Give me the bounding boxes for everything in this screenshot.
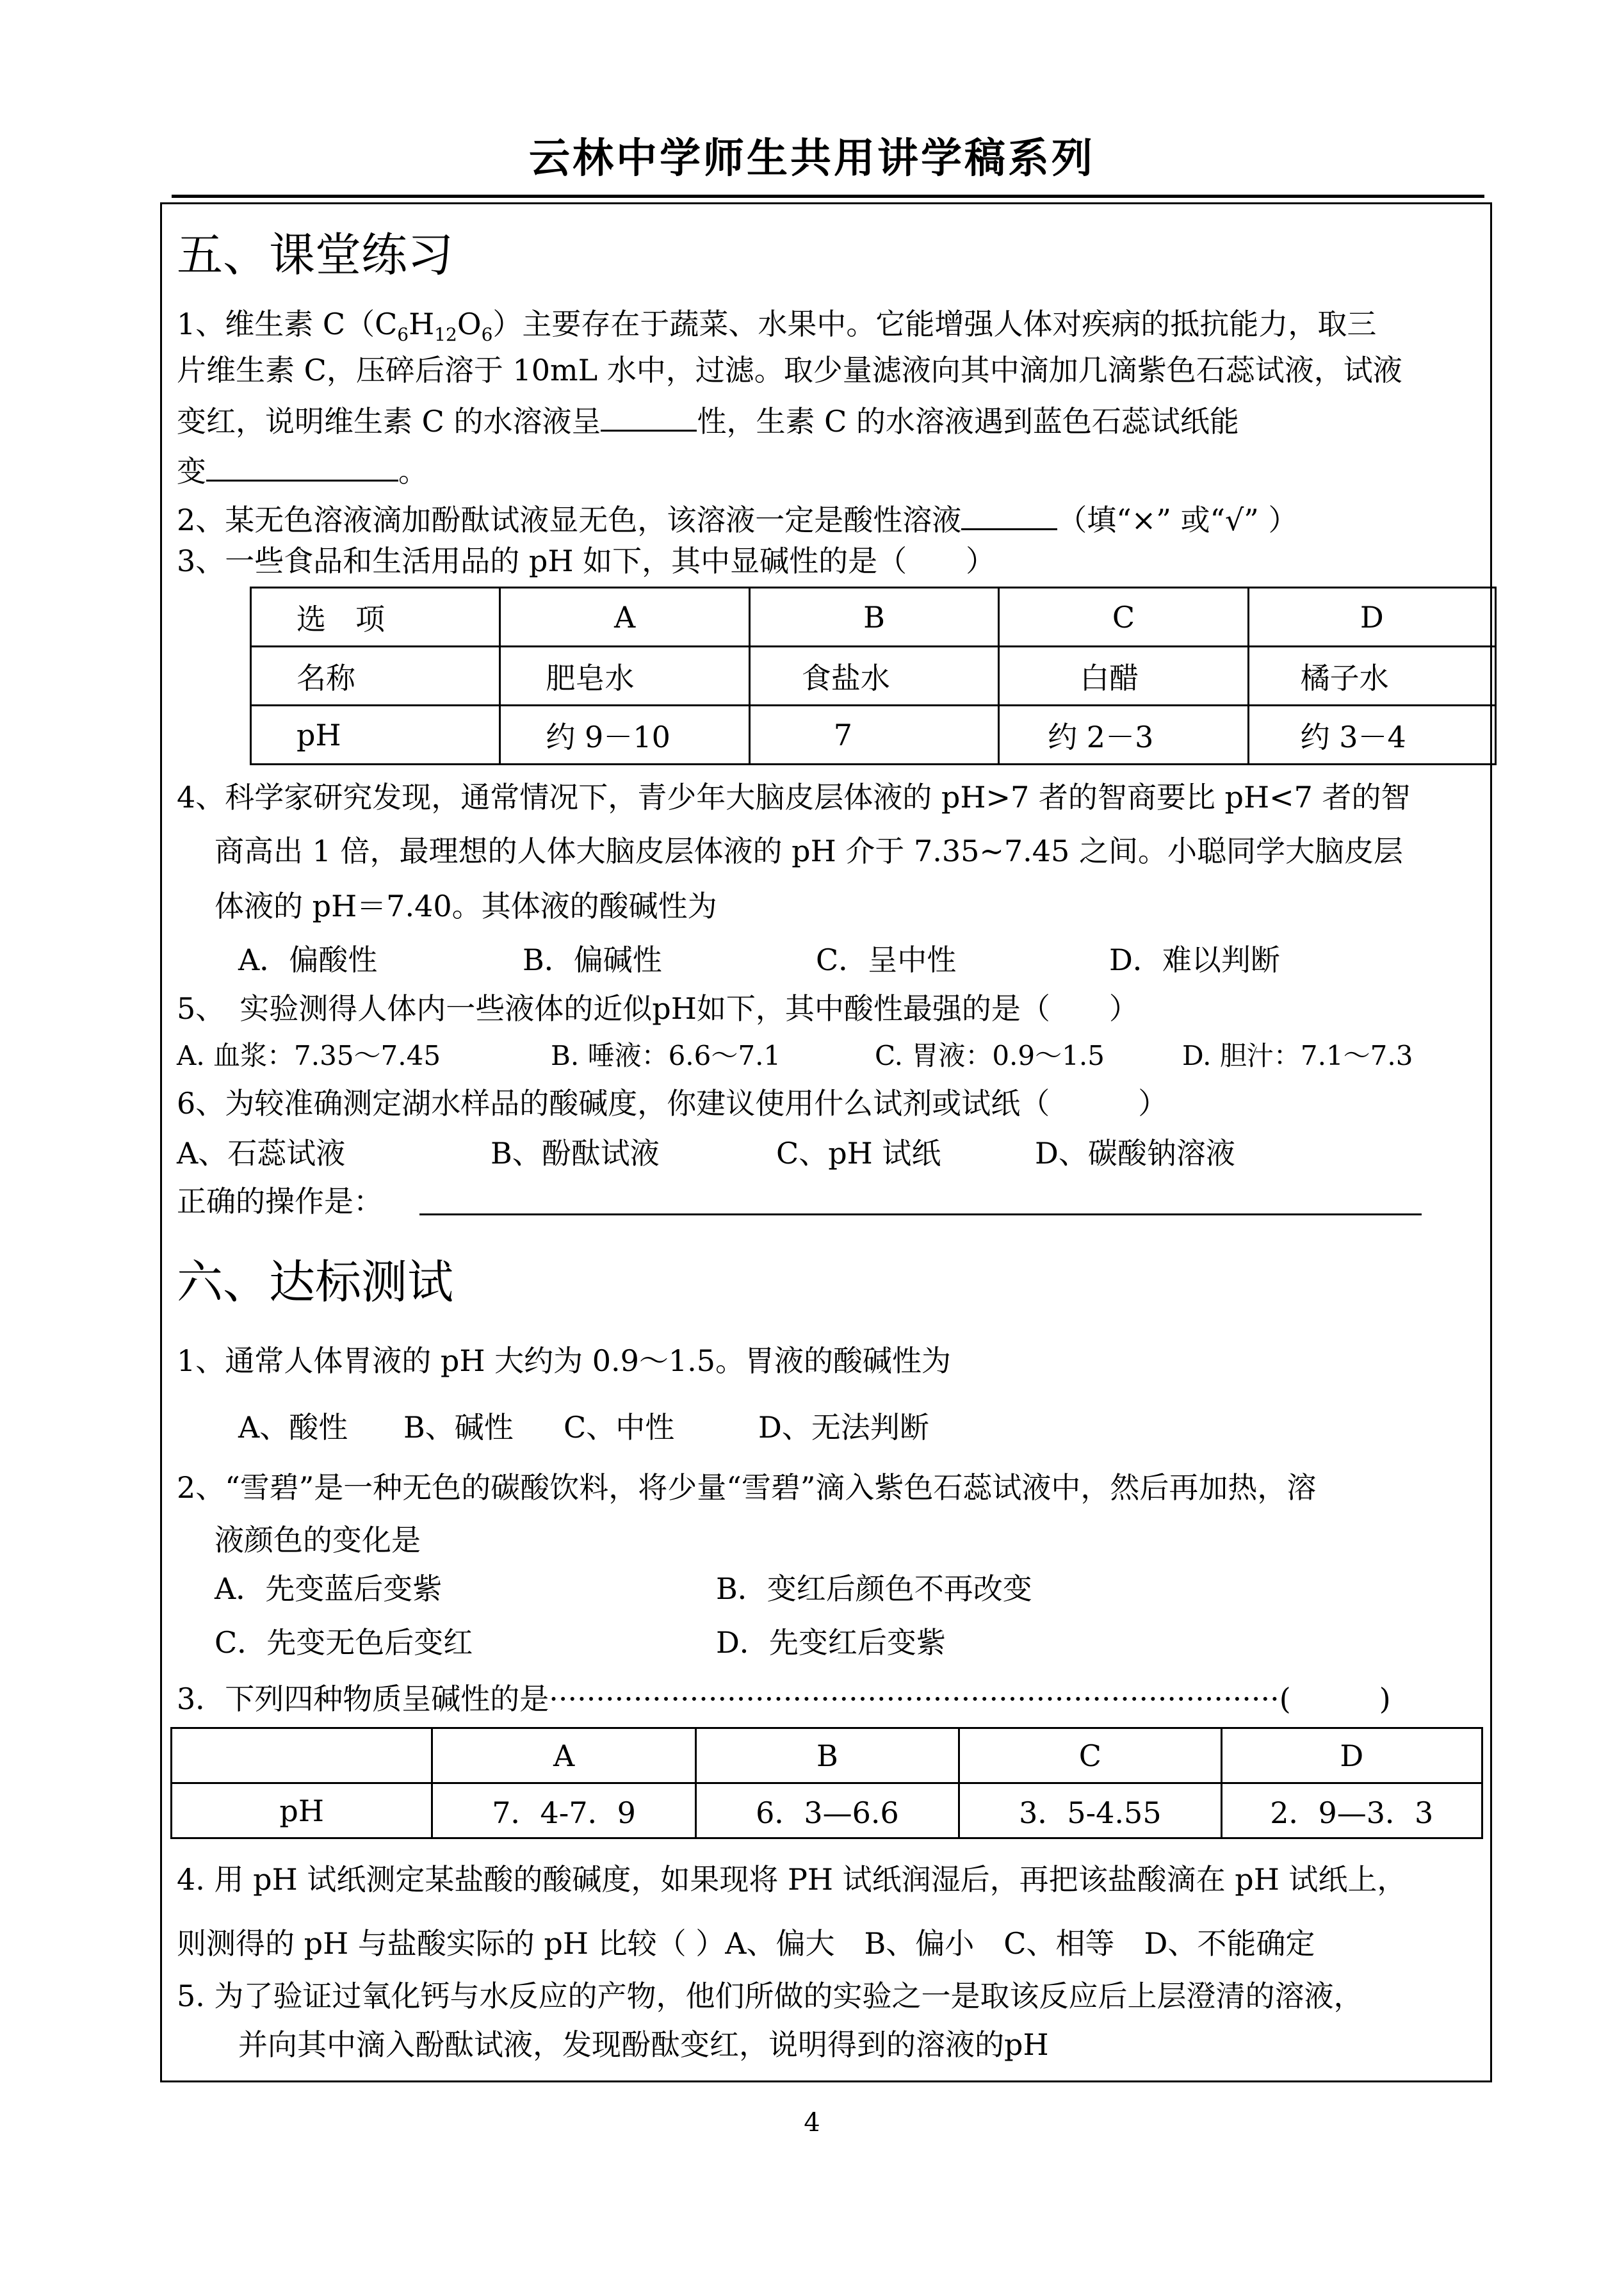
answer-line[interactable] — [419, 1213, 1422, 1215]
operation-label: 正确的操作是： — [177, 1184, 383, 1219]
option: D．先变红后变紫 — [716, 1625, 946, 1660]
practice-q3-text: 3、一些食品和生活用品的 pH 如下，其中显碱性的是（ ） — [177, 544, 996, 578]
practice-q4-line1: 4、科学家研究发现，通常情况下，青少年大脑皮层体液的 pH>7 者的智商要比 pH<7 者的智 — [177, 780, 1411, 815]
option: B. 唾液：6.6～7.1 — [551, 1040, 781, 1071]
table-cell: C — [999, 588, 1248, 647]
option: C、中性 — [564, 1410, 675, 1445]
answer-blank[interactable] — [206, 451, 398, 482]
practice-q4-line2: 商高出 1 倍，最理想的人体大脑皮层体液的 pH 介于 7.35~7.45 之间。小聪同学大脑皮层 — [215, 834, 1403, 868]
table-cell: 橘子水 — [1248, 647, 1495, 706]
table-cell: D — [1221, 1728, 1482, 1783]
table-cell — [172, 1728, 432, 1783]
table-cell: B — [749, 588, 998, 647]
option: C. 胃液：0.9～1.5 — [875, 1040, 1105, 1071]
table-cell: 名称 — [251, 647, 500, 706]
practice-q1-line4: 变 。 — [177, 451, 428, 486]
test-q3-text: 3．下列四种物质呈碱性的是··············································································( ) — [177, 1682, 1391, 1716]
test-q2-line2: 液颜色的变化是 — [215, 1523, 421, 1557]
table-cell: 肥皂水 — [500, 647, 749, 706]
option: D、碳酸钠溶液 — [1035, 1136, 1235, 1171]
practice-q2: 2、某无色溶液滴加酚酞试液显无色，该溶液一定是酸性溶液 （填“×” 或“√” ） — [177, 500, 1297, 535]
option: A、石蕊试液 — [177, 1136, 346, 1171]
option: B、酚酞试液 — [491, 1136, 660, 1171]
table-cell: D — [1248, 588, 1495, 647]
practice-q6-text: 6、为较准确测定湖水样品的酸碱度，你建议使用什么试剂或试纸（ ） — [177, 1086, 1168, 1121]
option: A. 血浆：7.35～7.45 — [177, 1040, 441, 1071]
header-rule — [172, 195, 1484, 198]
table-cell: A — [500, 588, 749, 647]
test-q4-line1: 4. 用 pH 试纸测定某盐酸的酸碱度，如果现将 PH 试纸润湿后，再把该盐酸滴在 pH 试纸上， — [177, 1862, 1407, 1897]
table-cell: A — [432, 1728, 695, 1783]
page-number: 4 — [804, 2108, 820, 2137]
practice-q1-line2: 片维生素 C，压碎后溶于 10mL 水中，过滤。取少量滤液向其中滴加几滴紫色石蕊试液，试液 — [177, 353, 1402, 387]
test-q4-line2: 则测得的 pH 与盐酸实际的 pH 比较（ ）A、偏大 B、偏小 C、相等 D、不能确定 — [177, 1926, 1315, 1961]
test-q5-line2: 并向其中滴入酚酞试液，发现酚酞变红，说明得到的溶液的pH — [238, 2027, 1049, 2062]
table-cell: 7．4-7．9 — [432, 1783, 695, 1838]
table-cell: 6．3—6.6 — [695, 1783, 959, 1838]
table-cell: 7 — [749, 706, 998, 765]
practice-heading: 五、课堂练习 — [177, 228, 454, 282]
test-q1-text: 1、通常人体胃液的 pH 大约为 0.9～1.5。胃液的酸碱性为 — [177, 1343, 952, 1378]
ph-table-practice — [250, 587, 1497, 765]
table-cell: pH — [251, 706, 500, 765]
table-cell: B — [695, 1728, 959, 1783]
table-cell: 约 2－3 — [999, 706, 1248, 765]
option: D．难以判断 — [1109, 943, 1280, 977]
ph-table-test — [170, 1727, 1483, 1839]
practice-q4-line3: 体液的 pH＝7.40。其体液的酸碱性为 — [215, 889, 717, 923]
table-cell: 白醋 — [999, 647, 1248, 706]
practice-q1-line3: 变红，说明维生素 C 的水溶液呈 性，生素 C 的水溶液遇到蓝色石蕊试纸能 — [177, 401, 1239, 436]
option: B．变红后颜色不再改变 — [716, 1571, 1032, 1606]
table-cell: 2．9—3．3 — [1221, 1783, 1482, 1838]
option: C、pH 试纸 — [776, 1136, 941, 1171]
option: C．先变无色后变红 — [215, 1625, 473, 1660]
option: A．偏酸性 — [238, 943, 378, 977]
table-cell: 选 项 — [251, 588, 500, 647]
option: B、碱性 — [403, 1410, 514, 1445]
test-q2-line1: 2、“雪碧”是一种无色的碳酸饮料，将少量“雪碧”滴入紫色石蕊试液中，然后再加热，溶 — [177, 1470, 1317, 1505]
practice-q5-text: 5、 实验测得人体内一些液体的近似pH如下，其中酸性最强的是（ ） — [177, 991, 1139, 1026]
option: D、无法判断 — [758, 1410, 929, 1445]
table-cell: 约 3－4 — [1248, 706, 1495, 765]
practice-q1-line1: 1、维生素 $C(C_6H_{12}O_6)$主要存在于蔬菜、水果中。它能增强人体对疾病的抵抗能力，取三 — [177, 307, 1377, 346]
table-cell: 约 9－10 — [500, 706, 749, 765]
answer-blank[interactable] — [601, 401, 697, 432]
document-title: 云林中学师生共用讲学稿系列 — [529, 135, 1095, 182]
answer-blank[interactable] — [961, 500, 1057, 530]
table-cell: 3．5-4.55 — [959, 1783, 1221, 1838]
table-cell: pH — [172, 1783, 432, 1838]
test-q5-line1: 5. 为了验证过氧化钙与水反应的产物，他们所做的实验之一是取该反应后上层澄清的溶液， — [177, 1979, 1363, 2013]
option: D. 胆汁：7.1～7.3 — [1182, 1040, 1413, 1071]
option: B．偏碱性 — [523, 943, 662, 977]
option: A．先变蓝后变紫 — [215, 1571, 443, 1606]
option: C．呈中性 — [816, 943, 957, 977]
option: A、酸性 — [238, 1410, 348, 1445]
test-heading: 六、达标测试 — [177, 1255, 454, 1309]
table-cell: 食盐水 — [749, 647, 998, 706]
table-cell: C — [959, 1728, 1221, 1783]
